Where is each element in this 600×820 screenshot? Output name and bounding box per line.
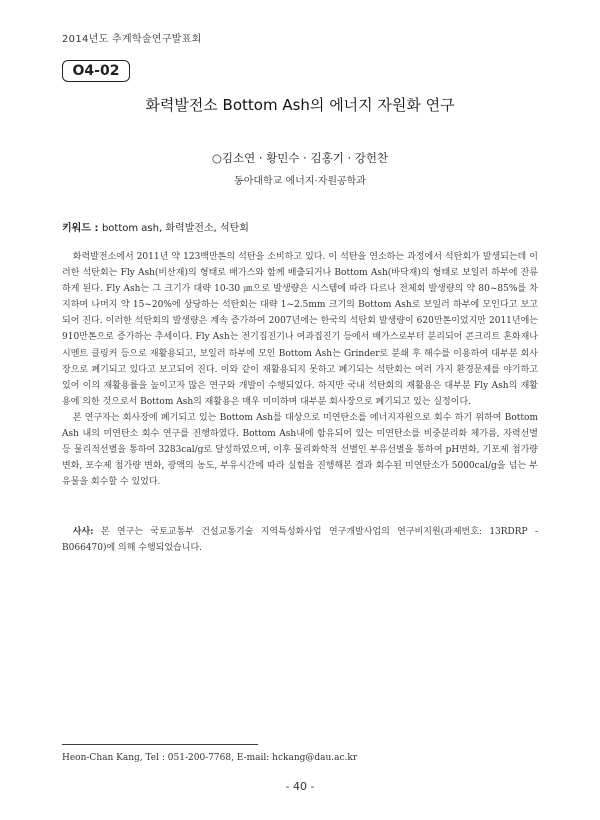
acknowledgement-text: 본 연구는 국토교통부 건설교통기술 지역특성화사업 연구개발사업의 연구비지원(과제번호: 13RDRP - B066470)에 의해 수행되었습니다.	[62, 527, 538, 554]
author-list: ○김소연 · 황민수 · 김홍기 · 강헌찬	[211, 151, 389, 165]
footnote-divider	[62, 744, 258, 745]
acknowledgement	[62, 524, 538, 556]
abstract-paragraph-1: 화력발전소에서 2011년 약 123백만톤의 석탄을 소비하고 있다. 이 석탄을 연소하는 과정에서 석탄회가 발생되는데 이러한 석탄회는 Fly Ash(비산재)의 형태로 배가스와 함께 배출되거나 Bottom Ash(바닥재)의 형태로 보일러 하부에 잔류하게 된다. Fly Ash는 그 크기가 대략 10-30 ㎛으로 발생량은 시스템에 따라 다르나 전체회 발생량의 약 80~85%를 차지하며 나머지 약 15~20%에 상당하는 석탄회는 대략 1~2.5mm 크기의 Bottom Ash로 보일러 하부에 모인다고 보고되어 진다. 이러한 석탄회의 발생량은 계속 증가하여 2007년에는 한국의 석탄회 발생량이 620만톤이었지만 2011년에는 910만톤으로 증가하는 추세이다. Fly Ash는 전기집진기나 여과집진기 등에서 배가스로부터 분리되어 콘크리트 혼화재나 시멘트 클링커 등으로 재활용되고, 보일러 하부에 모인 Bottom Ash는 Grinder로 분쇄 후 해수를 이용하여 대부분 회사장으로 폐기되고 있다고 보고되어 진다. 이와 같이 재활용되지 못하고 폐기되는 석탄회는 여러 가지 환경문제를 야기하고 있어 이의 재활용률을 높이고자 많은 연구와 개발이 수행되었다. 하지만 국내 석탄회의 재활용은 대부분 Fly Ash의 재활용에 의한 것으로서 Bottom Ash의 재활용은 매우 미미하며 대부분 회사장으로 폐기되고 있는 실정이다.	[62, 252, 538, 407]
affiliation: 동아대학교 에너지·자원공학과	[234, 176, 366, 187]
abstract-paragraph-2: 본 연구자는 회사장에 폐기되고 있는 Bottom Ash를 대상으로 미연탄소를 에너지자원으로 회수 하기 위하여 Bottom Ash 내의 미연탄소 회수 연구를 진행하였다. Bottom Ash내에 함유되어 있는 미연탄소를 비중분리화 체가름, 자력선별 등 물리적선별을 통하여 3283cal/g로 달성하였으며, 이후 물리화학적 선별인 부유선별을 통하여 pH변화, 기포제 첨가량 변화, 포수제 첨가량 변화, 광액의 농도, 부유시간에 따라 실험을 진행해본 결과 회수된 미연탄소가 5000cal/g을 넘는 부유물을 회수할 수 있었다.	[62, 412, 538, 488]
keywords-label: 키워드 :	[62, 223, 102, 234]
page-number: - 40 -	[285, 780, 315, 793]
keywords	[62, 219, 249, 234]
acknowledgement-label: 사사:	[72, 527, 94, 537]
abstract-body	[62, 249, 538, 490]
keywords-text: bottom ash, 화력발전소, 석탄회	[101, 223, 249, 234]
conference-header: 2014년도 추계학술연구발표회	[62, 34, 202, 45]
session-code-badge: O4-02	[62, 60, 130, 82]
footnote-contact: Heon-Chan Kang, Tel : 051-200-7768, E-mail: hckang@dau.ac.kr	[62, 753, 358, 763]
paper-title: 화력발전소 Bottom Ash의 에너지 자원화 연구	[145, 96, 455, 114]
